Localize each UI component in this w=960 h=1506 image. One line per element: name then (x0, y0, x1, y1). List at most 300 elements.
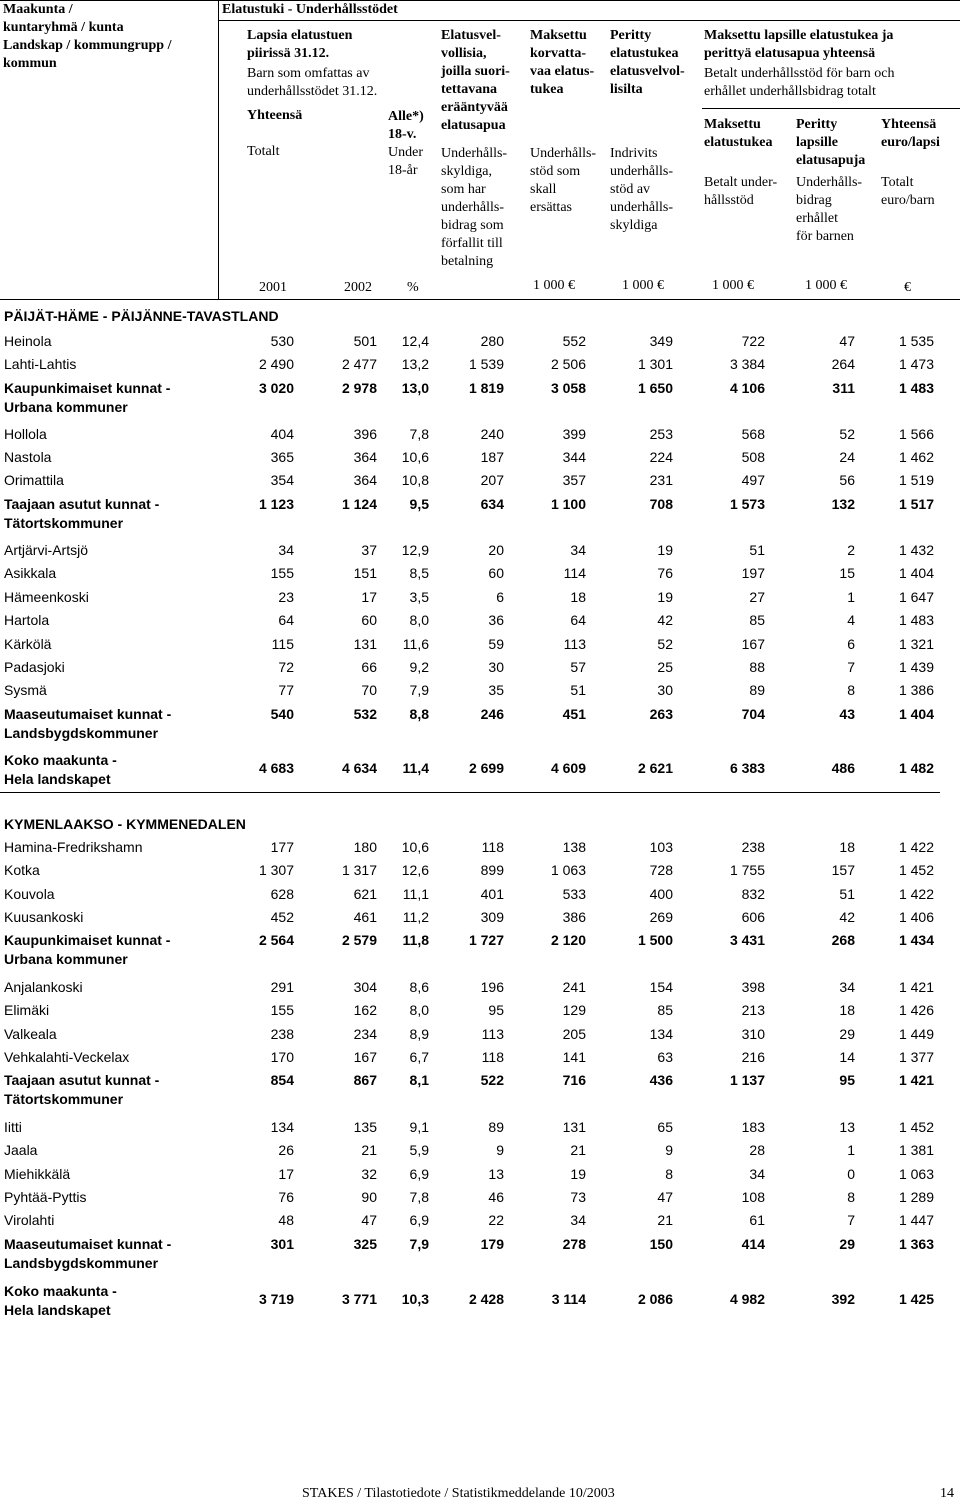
cell-value: 4 683 (258, 760, 294, 776)
cell-value: 26 (278, 1142, 294, 1158)
cell-value: 2 579 (341, 932, 377, 948)
group-sv-line: Betalt underhållsstöd för barn och (704, 66, 895, 81)
cell-value: 187 (480, 449, 504, 465)
cell-value: 621 (353, 886, 377, 902)
region-column-header-line: kommun (3, 56, 57, 71)
cell-value: 36 (488, 612, 504, 628)
row-label-line: Landsbygdskommuner (4, 725, 159, 741)
sub1-header-sv (704, 174, 777, 210)
cell-value: 1 819 (468, 380, 504, 396)
row-label (4, 931, 244, 969)
cell-value: 634 (480, 496, 504, 512)
sub2-sv-line: erhållet (796, 211, 838, 226)
cell-value: 1 422 (898, 886, 934, 902)
cell-value: 29 (839, 1026, 855, 1042)
cell-value: 1 422 (898, 839, 934, 855)
cell-value: 234 (353, 1026, 377, 1042)
row-label (4, 1188, 244, 1207)
cell-value: 7,8 (409, 1189, 429, 1205)
cell-value: 151 (353, 565, 377, 581)
cell-value: 3,5 (409, 589, 429, 605)
yhteensa-sv-text: Totalt (247, 144, 280, 159)
cell-value: 88 (749, 659, 765, 675)
cell-value: 365 (270, 449, 294, 465)
cell-value: 72 (278, 659, 294, 675)
sub3-header-sv (881, 174, 935, 210)
row-label-line: Kouvola (4, 886, 55, 902)
cell-value: 47 (839, 333, 855, 349)
row-label-line: Artjärvi-Artsjö (4, 542, 89, 558)
row-label (4, 1048, 244, 1067)
cell-value: 246 (480, 706, 504, 722)
cell-value: 1 377 (898, 1049, 934, 1065)
row-label-line: Lahti-Lahtis (4, 356, 77, 372)
sub1-sv-line: hållsstöd (704, 193, 754, 208)
cell-value: 43 (839, 706, 855, 722)
cell-value: 832 (741, 886, 765, 902)
cell-value: 1 100 (550, 496, 586, 512)
elatusvel-sv-line: skyldiga, (441, 164, 492, 179)
cell-value: 7,9 (409, 1236, 429, 1252)
cell-value: 304 (353, 979, 377, 995)
cell-value: 34 (278, 542, 294, 558)
cell-value: 309 (480, 909, 504, 925)
cell-value: 19 (657, 589, 673, 605)
cell-value: 18 (570, 589, 586, 605)
peritty-header-sv (610, 145, 673, 235)
cell-value: 1 727 (468, 932, 504, 948)
row-label (4, 541, 244, 560)
maksettu-fi-line: tukea (530, 82, 564, 97)
row-label (4, 885, 244, 904)
cell-value: 231 (649, 472, 673, 488)
cell-value: 1 406 (898, 909, 934, 925)
cell-value: 311 (832, 380, 855, 396)
page-number (940, 1486, 954, 1502)
sub2-sv-line: bidrag (796, 193, 832, 208)
sub3-fi-line: euro/lapsi (881, 135, 940, 150)
cell-value: 1 317 (341, 862, 377, 878)
unit-1000-c-text: 1 000 € (712, 278, 754, 293)
sub2-fi-line: elatusapuja (796, 153, 866, 168)
cell-value: 11,2 (402, 909, 429, 925)
elatusvel-sv-line: underhålls- (441, 200, 504, 215)
cell-value: 42 (839, 909, 855, 925)
cell-value: 141 (562, 1049, 586, 1065)
cell-value: 1 (847, 589, 855, 605)
cell-value: 1 124 (341, 496, 377, 512)
cell-value: 170 (270, 1049, 294, 1065)
section-title: PÄIJÄT-HÄME - PÄIJÄNNE-TAVASTLAND (4, 308, 279, 324)
cell-value: 95 (839, 1072, 855, 1088)
row-label-line: Urbana kommuner (4, 951, 128, 967)
elatusvel-sv-line: betalning (441, 254, 494, 269)
cell-value: 2 978 (341, 380, 377, 396)
cell-value: 23 (278, 589, 294, 605)
cell-value: 162 (353, 1002, 377, 1018)
row-label-line: Orimattila (4, 472, 64, 488)
cell-value: 1 535 (898, 333, 934, 349)
row-label-line: Hela landskapet (4, 771, 111, 787)
cell-value: 118 (481, 1049, 504, 1065)
elatusvel-sv-line: som har (441, 182, 486, 197)
sub3-sv-line: euro/barn (881, 193, 935, 208)
elatusvel-fi-line: erääntyvää (441, 100, 508, 115)
row-label-line: Tätortskommuner (4, 515, 124, 531)
cell-value: 301 (270, 1236, 294, 1252)
cell-value: 10,3 (401, 1291, 429, 1307)
region-column-header (3, 1, 217, 73)
unit-percent-text: % (407, 280, 419, 295)
cell-value: 716 (562, 1072, 586, 1088)
region-column-header-line: Maakunta / (3, 2, 73, 17)
cell-value: 167 (353, 1049, 377, 1065)
cell-value: 66 (361, 659, 377, 675)
cell-value: 1 404 (898, 706, 934, 722)
group-underline (702, 108, 960, 109)
row-label-line: Miehikkälä (4, 1166, 71, 1182)
cell-value: 1 321 (898, 636, 934, 652)
row-label-line: Hamina-Fredrikshamn (4, 839, 143, 855)
cell-value: 404 (270, 426, 294, 442)
region-column-header-line: Landskap / kommungrupp / (3, 38, 172, 53)
yhteensa-header-sv (247, 143, 279, 161)
row-label (4, 448, 244, 467)
cell-value: 280 (480, 333, 504, 349)
cell-value: 11,4 (402, 760, 429, 776)
cell-value: 132 (831, 496, 855, 512)
cell-value: 25 (657, 659, 673, 675)
alle-header-sv (388, 144, 423, 180)
cell-value: 34 (749, 1166, 765, 1182)
row-label-line: Padasjoki (4, 659, 65, 675)
cell-value: 216 (741, 1049, 765, 1065)
alle-fi-line: Alle*) (388, 109, 424, 124)
row-label (4, 705, 244, 743)
lapsia-header-fi (247, 27, 352, 63)
cell-value: 10,8 (401, 472, 429, 488)
cell-value: 85 (657, 1002, 673, 1018)
row-label-line: Koko maakunta - (4, 752, 117, 768)
row-label-line: Hämeenkoski (4, 589, 89, 605)
cell-value: 264 (831, 356, 855, 372)
cell-value: 19 (657, 542, 673, 558)
cell-value: 1 434 (898, 932, 934, 948)
cell-value: 6 (847, 636, 855, 652)
cell-value: 2 120 (550, 932, 586, 948)
cell-value: 269 (649, 909, 673, 925)
row-label-line: Maaseutumaiset kunnat - (4, 1236, 172, 1252)
cell-value: 396 (353, 426, 377, 442)
cell-value: 1 755 (729, 862, 765, 878)
sub1-fi-line: elatustukea (704, 135, 773, 150)
cell-value: 398 (741, 979, 765, 995)
maksettu-sv-line: ersättas (530, 200, 572, 215)
cell-value: 1 386 (898, 682, 934, 698)
cell-value: 2 506 (550, 356, 586, 372)
sub2-header-fi (796, 116, 865, 170)
group-header-fi (704, 27, 893, 63)
row-label-line: Taajaan asutut kunnat - (4, 1072, 160, 1088)
cell-value: 115 (271, 636, 294, 652)
header-left-rule (218, 0, 219, 300)
unit-1000-b-text: 1 000 € (622, 278, 664, 293)
row-label-line: Landsbygdskommuner (4, 1255, 159, 1271)
table-title-text: Elatustuki - Underhållsstödet (222, 2, 398, 17)
cell-value: 179 (480, 1236, 504, 1252)
peritty-header-fi (610, 27, 685, 99)
group-sv-line: erhållet underhållsbidrag totalt (704, 84, 876, 99)
row-label-line: Kuusankoski (4, 909, 84, 925)
cell-value: 5,9 (409, 1142, 429, 1158)
cell-value: 1 647 (898, 589, 934, 605)
cell-value: 1 482 (898, 760, 934, 776)
cell-value: 1 483 (898, 380, 934, 396)
cell-value: 134 (649, 1026, 673, 1042)
sub2-fi-line: lapsille (796, 135, 839, 150)
unit-percent (407, 279, 419, 297)
cell-value: 60 (488, 565, 504, 581)
cell-value: 552 (562, 333, 586, 349)
cell-value: 4 634 (341, 760, 377, 776)
sub1-fi-line: Maksettu (704, 117, 761, 132)
cell-value: 76 (278, 1189, 294, 1205)
cell-value: 154 (649, 979, 673, 995)
cell-value: 899 (480, 862, 504, 878)
cell-value: 37 (361, 542, 377, 558)
unit-2001 (259, 279, 287, 297)
cell-value: 47 (361, 1212, 377, 1228)
unit-1000-d (805, 277, 847, 295)
cell-value: 8,0 (409, 612, 429, 628)
peritty-fi-line: elatustukea (610, 46, 679, 61)
row-label (4, 611, 244, 630)
row-label-line: Virolahti (4, 1212, 55, 1228)
cell-value: 1 137 (729, 1072, 765, 1088)
lapsia-fi-line: Lapsia elatustuen (247, 28, 353, 43)
cell-value: 364 (353, 449, 377, 465)
maksettu-sv-line: Underhålls- (530, 146, 597, 161)
cell-value: 42 (657, 612, 673, 628)
cell-value: 386 (562, 909, 586, 925)
title-underline (218, 20, 960, 21)
cell-value: 1 473 (898, 356, 934, 372)
cell-value: 708 (649, 496, 673, 512)
cell-value: 508 (741, 449, 765, 465)
cell-value: 9,5 (409, 496, 429, 512)
cell-value: 452 (270, 909, 294, 925)
maksettu-header-fi (530, 27, 594, 99)
cell-value: 15 (839, 565, 855, 581)
cell-value: 183 (741, 1119, 765, 1135)
cell-value: 35 (488, 682, 504, 698)
group-fi-line: perittyä elatusapua yhteensä (704, 46, 876, 61)
cell-value: 8,5 (409, 565, 429, 581)
cell-value: 1 301 (637, 356, 673, 372)
cell-value: 6,7 (409, 1049, 429, 1065)
cell-value: 1 539 (468, 356, 504, 372)
cell-value: 6,9 (409, 1212, 429, 1228)
cell-value: 2 477 (341, 356, 377, 372)
cell-value: 291 (270, 979, 294, 995)
cell-value: 22 (488, 1212, 504, 1228)
cell-value: 1 449 (898, 1026, 934, 1042)
cell-value: 9,1 (409, 1119, 429, 1135)
cell-value: 722 (741, 333, 765, 349)
cell-value: 19 (570, 1166, 586, 1182)
cell-value: 21 (657, 1212, 673, 1228)
cell-value: 7,8 (409, 426, 429, 442)
cell-value: 325 (353, 1236, 377, 1252)
cell-value: 7 (847, 1212, 855, 1228)
row-label (4, 1025, 244, 1044)
cell-value: 8,9 (409, 1026, 429, 1042)
cell-value: 1 404 (898, 565, 934, 581)
row-label (4, 1071, 244, 1109)
cell-value: 9 (496, 1142, 504, 1158)
region-column-header-line: kuntaryhmä / kunta (3, 20, 124, 35)
unit-euro-text: € (904, 280, 911, 295)
row-label (4, 332, 244, 351)
row-label-line: Kärkölä (4, 636, 52, 652)
cell-value: 1 519 (898, 472, 934, 488)
cell-value: 47 (657, 1189, 673, 1205)
cell-value: 8 (847, 682, 855, 698)
cell-value: 8 (847, 1189, 855, 1205)
cell-value: 46 (488, 1189, 504, 1205)
yhteensa-fi-text: Yhteensä (247, 108, 303, 123)
cell-value: 451 (562, 706, 586, 722)
cell-value: 52 (839, 426, 855, 442)
footer-source (302, 1486, 615, 1502)
cell-value: 114 (563, 565, 586, 581)
cell-value: 1 462 (898, 449, 934, 465)
cell-value: 3 719 (258, 1291, 294, 1307)
row-label (4, 379, 244, 417)
row-label-line: Sysmä (4, 682, 47, 698)
row-label (4, 838, 244, 857)
cell-value: 461 (353, 909, 377, 925)
elatusvel-header-sv (441, 145, 507, 271)
section-divider (0, 792, 940, 793)
peritty-fi-line: elatusvelvol- (610, 64, 685, 79)
cell-value: 21 (361, 1142, 377, 1158)
cell-value: 1 566 (898, 426, 934, 442)
page-number-text: 14 (940, 1486, 954, 1501)
cell-value: 4 982 (729, 1291, 765, 1307)
cell-value: 51 (839, 886, 855, 902)
row-label-line: Hollola (4, 426, 47, 442)
unit-1000-b (622, 277, 664, 295)
cell-value: 56 (839, 472, 855, 488)
cell-value: 1 063 (550, 862, 586, 878)
row-label-line: Kotka (4, 862, 40, 878)
cell-value: 14 (839, 1049, 855, 1065)
row-label-line: Jaala (4, 1142, 38, 1158)
row-label (4, 1001, 244, 1020)
cell-value: 131 (353, 636, 377, 652)
cell-value: 522 (480, 1072, 504, 1088)
cell-value: 34 (839, 979, 855, 995)
cell-value: 1 (847, 1142, 855, 1158)
cell-value: 1 483 (898, 612, 934, 628)
cell-value: 3 114 (551, 1291, 586, 1307)
row-label-line: Hela landskapet (4, 1302, 111, 1318)
cell-value: 7 (847, 659, 855, 675)
cell-value: 414 (741, 1236, 765, 1252)
row-label-line: Anjalankoski (4, 979, 83, 995)
lapsia-sv-line: Barn som omfattas av (247, 66, 370, 81)
cell-value: 854 (270, 1072, 294, 1088)
peritty-sv-line: underhålls- (610, 164, 673, 179)
elatusvel-sv-line: förfallit till (441, 236, 503, 251)
cell-value: 1 452 (898, 1119, 934, 1135)
cell-value: 568 (741, 426, 765, 442)
row-label (4, 751, 244, 789)
unit-1000-a-text: 1 000 € (533, 278, 575, 293)
cell-value: 1 063 (898, 1166, 934, 1182)
cell-value: 263 (649, 706, 673, 722)
alle-sv-line: 18-år (388, 163, 418, 178)
lapsia-header-sv (247, 65, 377, 101)
cell-value: 10,6 (401, 449, 429, 465)
cell-value: 1 307 (258, 862, 294, 878)
row-label-line: Nastola (4, 449, 52, 465)
cell-value: 3 020 (258, 380, 294, 396)
elatusvel-sv-line: Underhålls- (441, 146, 508, 161)
sub2-header-sv (796, 174, 862, 246)
elatusvel-sv-line: bidrag som (441, 218, 504, 233)
sub3-fi-line: Yhteensä (881, 117, 937, 132)
cell-value: 65 (657, 1119, 673, 1135)
cell-value: 155 (270, 565, 294, 581)
peritty-sv-line: skyldiga (610, 218, 658, 233)
cell-value: 2 (847, 542, 855, 558)
sub3-sv-line: Totalt (881, 175, 914, 190)
cell-value: 113 (481, 1026, 504, 1042)
sub1-header-fi (704, 116, 772, 152)
cell-value: 21 (570, 1142, 586, 1158)
cell-value: 8 (665, 1166, 673, 1182)
cell-value: 533 (562, 886, 586, 902)
row-label-line: Asikkala (4, 565, 57, 581)
row-label (4, 681, 244, 700)
cell-value: 349 (649, 333, 673, 349)
maksettu-header-sv (530, 145, 596, 217)
cell-value: 30 (657, 682, 673, 698)
cell-value: 3 058 (550, 380, 586, 396)
cell-value: 85 (749, 612, 765, 628)
cell-value: 364 (353, 472, 377, 488)
cell-value: 89 (488, 1119, 504, 1135)
peritty-fi-line: lisilta (610, 82, 643, 97)
cell-value: 8,8 (409, 706, 429, 722)
cell-value: 540 (270, 706, 294, 722)
row-label (4, 1211, 244, 1230)
cell-value: 131 (562, 1119, 586, 1135)
elatusvel-fi-line: Elatusvel- (441, 28, 501, 43)
cell-value: 357 (562, 472, 586, 488)
cell-value: 32 (361, 1166, 377, 1182)
row-label-line: Hartola (4, 612, 50, 628)
cell-value: 90 (361, 1189, 377, 1205)
cell-value: 2 428 (468, 1291, 504, 1307)
cell-value: 253 (649, 426, 673, 442)
cell-value: 12,9 (401, 542, 429, 558)
cell-value: 9 (665, 1142, 673, 1158)
sub2-fi-line: Peritty (796, 117, 838, 132)
cell-value: 11,6 (402, 636, 429, 652)
